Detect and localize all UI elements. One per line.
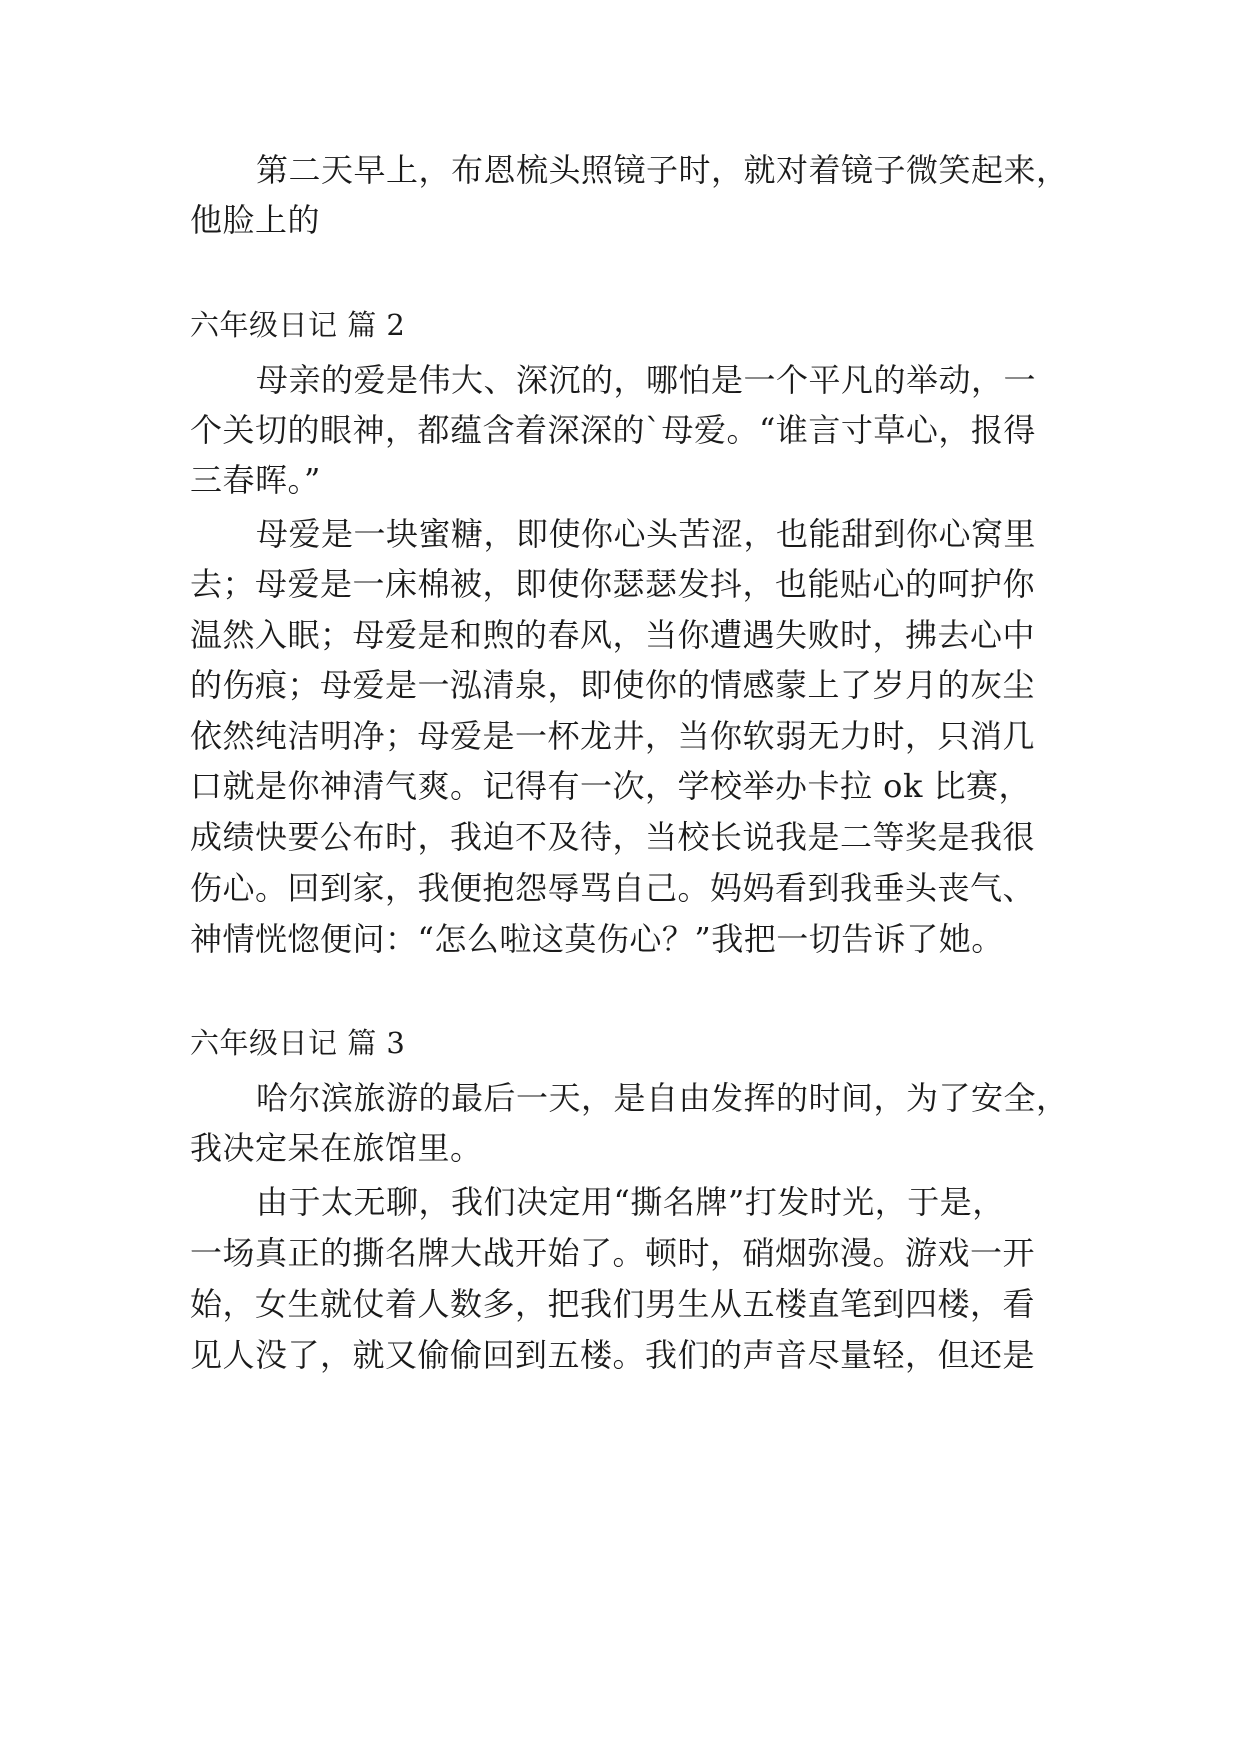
- paragraph-line: 哈尔滨旅游的最后一天，是自由发挥的时间，为了安全，: [256, 1079, 1069, 1117]
- paragraph-line: 一场真正的撕名牌大战开始了。顿时，硝烟弥漫。游戏一开: [190, 1234, 1036, 1272]
- paragraph-line: 成绩快要公布时，我迫不及待，当校长说我是二等奖是我很: [190, 818, 1036, 856]
- paragraph-line: 我决定呆在旅馆里。: [190, 1129, 483, 1167]
- paragraph-line: 见人没了，就又偷偷回到五楼。我们的声音尽量轻，但还是: [190, 1336, 1036, 1374]
- paragraph-line: 去；母爱是一床棉被，即使你瑟瑟发抖，也能贴心的呵护你: [190, 565, 1036, 603]
- paragraph-line: 的伤痕；母爱是一泓清泉，即使你的情感蒙上了岁月的灰尘: [190, 666, 1036, 704]
- paragraph-line: 三春晖。”: [190, 461, 321, 499]
- paragraph-line: 始，女生就仗着人数多，把我们男生从五楼直笔到四楼，看: [190, 1285, 1036, 1323]
- paragraph-line: 口就是你神清气爽。记得有一次，学校举办卡拉 ok 比赛，: [190, 767, 1032, 805]
- section-heading: 六年级日记 篇 2: [190, 308, 406, 342]
- paragraph-line: 母爱是一块蜜糖，即使你心头苦涩，也能甜到你心窝里: [256, 515, 1037, 553]
- paragraph-line: 第二天早上，布恩梳头照镜子时，就对着镜子微笑起来，: [256, 151, 1069, 189]
- paragraph-line: 依然纯洁明净；母爱是一杯龙井，当你软弱无力时，只消几: [190, 717, 1036, 755]
- section-heading: 六年级日记 篇 3: [190, 1026, 406, 1060]
- paragraph-line: 他脸上的: [190, 201, 321, 239]
- paragraph-line: 温然入眠；母爱是和煦的春风，当你遭遇失败时，拂去心中: [190, 616, 1036, 654]
- paragraph-line: 个关切的眼神，都蕴含着深深的`母爱。“谁言寸草心，报得: [190, 411, 1036, 449]
- paragraph-line: 母亲的爱是伟大、深沉的，哪怕是一个平凡的举动，一: [256, 361, 1037, 399]
- paragraph-line: 神情恍惚便问：“怎么啦这莫伤心？”我把一切告诉了她。: [190, 920, 1004, 958]
- paragraph-line: 伤心。回到家，我便抱怨辱骂自己。妈妈看到我垂头丧气、: [190, 869, 1036, 907]
- paragraph-line: 由于太无聊，我们决定用“撕名牌”打发时光，于是，: [256, 1183, 1005, 1221]
